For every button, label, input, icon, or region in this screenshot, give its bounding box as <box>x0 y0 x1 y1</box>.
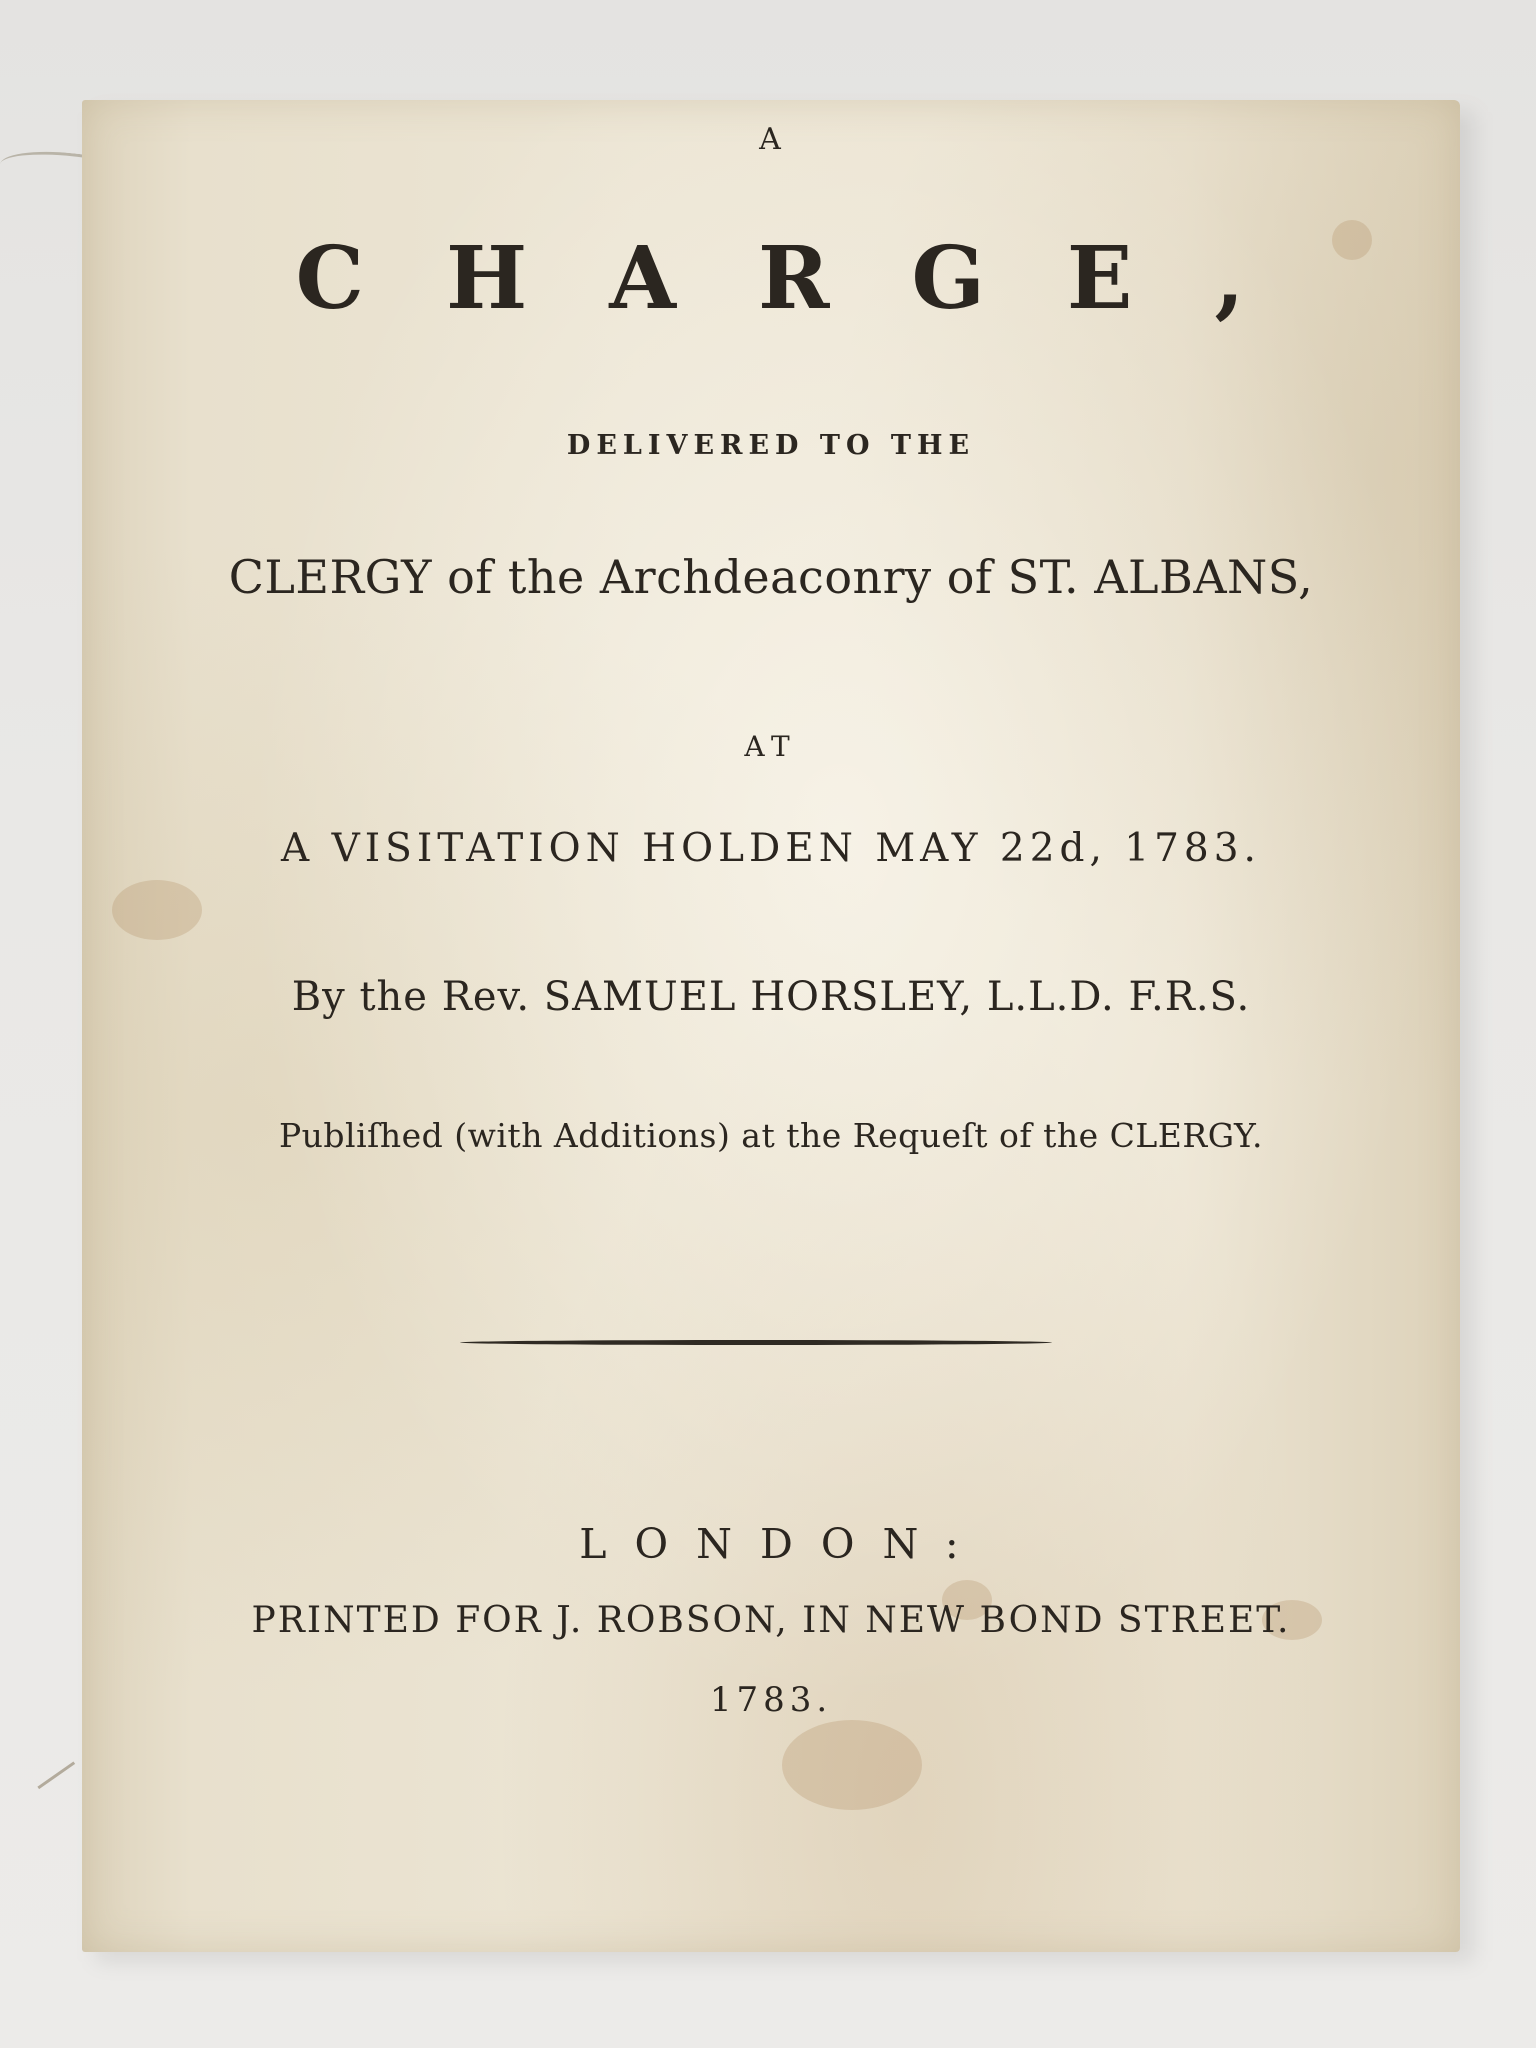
title-article: A <box>759 122 783 157</box>
foxing-stain <box>782 1720 922 1810</box>
title-page <box>82 100 1460 1952</box>
author-line: By the Rev. SAMUEL HORSLEY, L.L.D. F.R.S. <box>291 974 1251 1020</box>
delivered-line: DELIVERED TO THE <box>566 430 976 461</box>
clergy-line: CLERGY of the Archdeaconry of ST. ALBANS, <box>228 550 1314 604</box>
at-line: AT <box>744 730 798 763</box>
imprint-year: 1783. <box>709 1680 833 1720</box>
visitation-line: A VISITATION HOLDEN MAY 22d, 1783. <box>281 826 1261 871</box>
published-line: Publiſhed (with Additions) at the Requeſt of the CLERGY. <box>278 1116 1264 1155</box>
foxing-stain <box>112 880 202 940</box>
main-title: CHARGE, <box>295 228 1327 329</box>
binding-thread <box>37 1761 86 1805</box>
imprint-printer: PRINTED FOR J. ROBSON, IN NEW BOND STREET. <box>251 1600 1291 1641</box>
imprint-place: LONDON: <box>579 1520 987 1568</box>
divider-rule <box>460 1340 1052 1345</box>
